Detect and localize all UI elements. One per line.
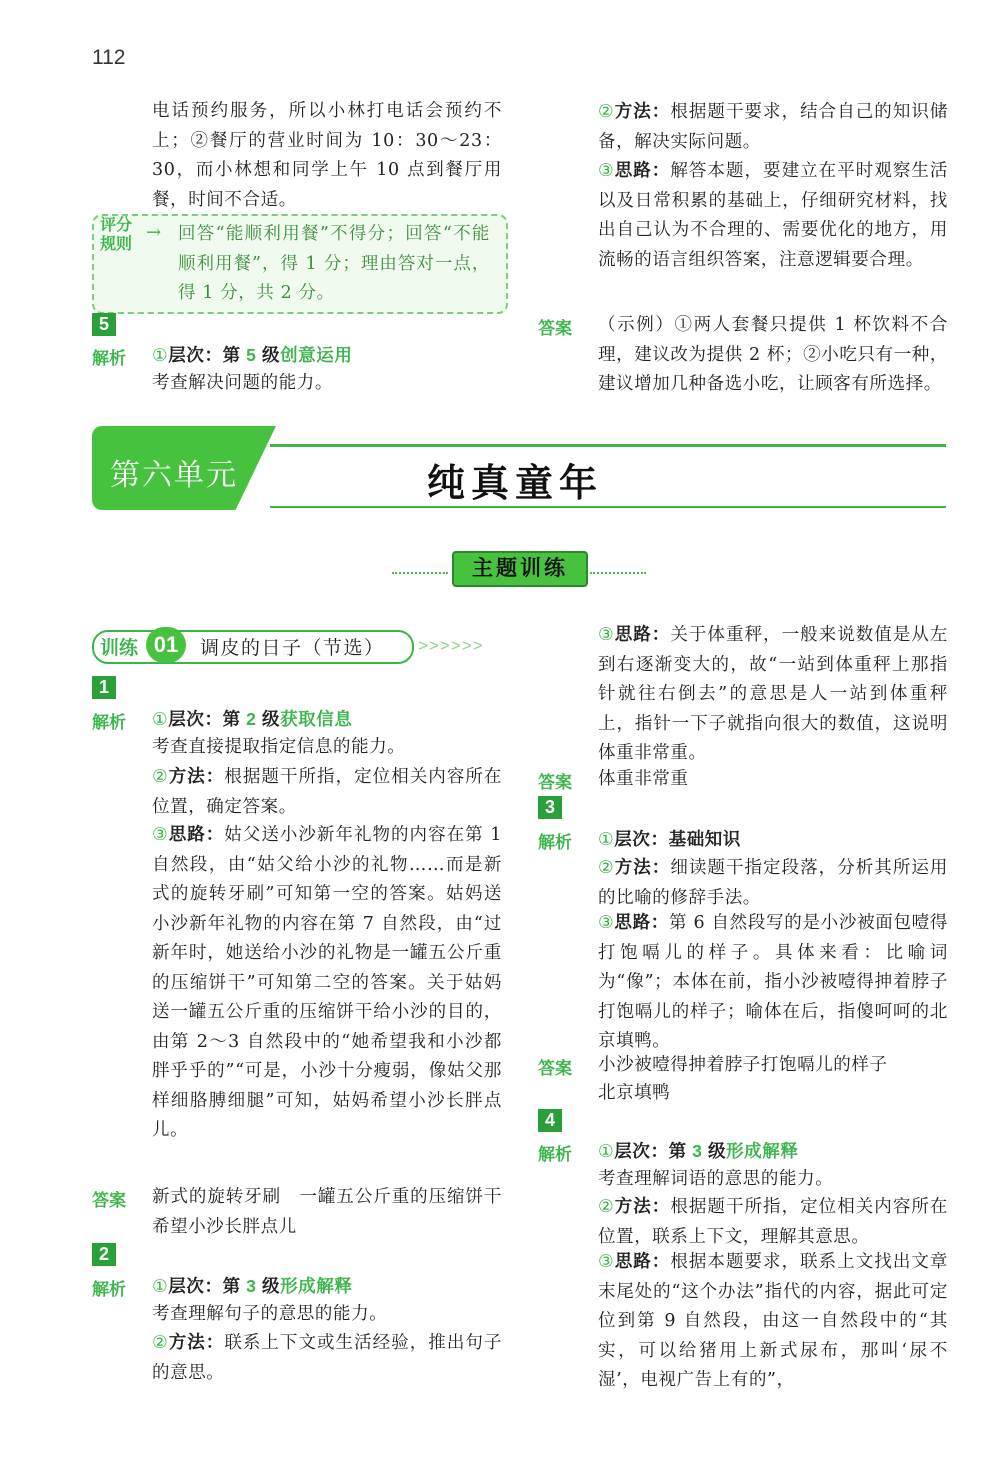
q4-analysis-label: 解析 — [538, 1145, 572, 1164]
q3-idea: ③思路：第 6 自然段写的是小沙被面包噎得打饱嗝儿的样子。具体来看：比喻词为“像”；本体在前，指小沙被噎得抻着脖子打饱嗝儿的样子；喻体在后，指傻呵呵的北京填鸭。 — [598, 912, 948, 1051]
q1-analysis-label: 解析 — [92, 713, 126, 732]
q3-method: ②方法：细读题干指定段落，分析其所运用的比喻的修辞手法。 — [598, 857, 948, 908]
q5-level-line: ①层次：第 5 级创意运用 — [152, 345, 353, 366]
q1-answer-label: 答案 — [92, 1191, 126, 1210]
q4-level-line: ①层次：第 3 级形成解释 — [598, 1141, 799, 1162]
answer-label: 答案 — [538, 319, 572, 338]
q3-answer-label: 答案 — [538, 1059, 572, 1078]
q3-answer-line-2: 北京填鸭 — [598, 1083, 671, 1103]
unit-banner-line — [270, 444, 946, 447]
question-5-badge: 5 — [92, 313, 116, 336]
unit-tab-label: 第六单元 — [110, 459, 238, 492]
q5-level-desc: 考查解决问题的能力。 — [152, 373, 333, 393]
q2-answer-text: 体重非常重 — [598, 769, 689, 789]
q3-answer-line-1: 小沙被噎得抻着脖子打饱嗝儿的样子 — [598, 1055, 888, 1075]
chevrons-icon: >>>>>> — [418, 636, 484, 655]
theme-training-heading: 主题训练 — [452, 551, 588, 587]
scoring-rule-text: 回答“能顺利用餐”不得分；回答“不能顺利用餐”，得 1 分；理由答对一点，得 1 分，共 2 分。 — [178, 224, 490, 303]
answer-text: （示例）①两人套餐只提供 1 杯饮料不合理，建议改为提供 2 杯；②小吃只有一种，建议增加几种备选小吃，让顾客有所选择。 — [598, 315, 948, 394]
dotted-line-right — [590, 572, 646, 574]
unit-title: 纯真童年 — [426, 461, 603, 505]
scoring-rule-tag: 评分规则 — [100, 217, 133, 253]
page-number: 112 — [92, 46, 126, 69]
q3-level-line: ①层次：基础知识 — [598, 829, 741, 850]
q2-idea: ③思路：关于体重秤，一般来说数值是从左到右逐渐变大的，故“一站到体重秤上那指针就往右倒去”的意思是人一站到体重秤上，指针一下子就指向很大的数值，这说明体重非常重。 — [598, 624, 948, 763]
q4-level-desc: 考查理解词语的意思的能力。 — [598, 1169, 834, 1189]
q2-level-line: ①层次：第 3 级形成解释 — [152, 1276, 353, 1297]
q1-idea: ③思路：姑父送小沙新年礼物的内容在第 1 自然段，由“姑父给小沙的礼物……而是新式的旋转牙刷”可知第一空的答案。姑妈送小沙新年礼物的内容在第 7 自然段，由“过新年时，她送给小沙的礼物是一罐五公斤重的压缩饼干”可知第二空的答案。关于姑妈送一罐五公斤重的压缩饼干给小沙的目的，由第 2～3 自然段中的“她希望我和小沙都胖乎乎的”“可是，小沙十分瘦弱，像姑父那样细胳膊细腿”可知，姑妈希望小沙长胖点儿。 — [152, 824, 502, 1140]
training-title: 调皮的日子（节选） — [200, 637, 385, 659]
q4-method: ②方法：根据题干所指，定位相关内容所在位置，联系上下文，理解其意思。 — [598, 1196, 948, 1247]
q5-analysis-label: 解析 — [92, 349, 126, 368]
arrow-right-icon: → — [146, 222, 162, 243]
dotted-line-left — [392, 572, 448, 574]
continuation-text: 电话预约服务，所以小林打电话会预约不上；②餐厅的营业时间为 10：30～23：30，而小林想和同学上午 10 点到餐厅用餐，时间不合适。 — [152, 101, 502, 210]
question-2-badge: 2 — [92, 1243, 116, 1266]
question-4-badge: 4 — [538, 1109, 562, 1132]
q1-level-desc: 考查直接提取指定信息的能力。 — [152, 737, 406, 757]
training-number: 01 — [146, 627, 186, 663]
q2-method: ②方法：联系上下文或生活经验，推出句子的意思。 — [152, 1332, 502, 1383]
q1-level-line: ①层次：第 2 级获取信息 — [152, 709, 353, 730]
q2-level-desc: 考查理解句子的意思的能力。 — [152, 1304, 388, 1324]
q1-answer-text: 新式的旋转牙刷 一罐五公斤重的压缩饼干 希望小沙长胖点儿 — [152, 1187, 521, 1237]
q2-answer-label: 答案 — [538, 773, 572, 792]
question-1-badge: 1 — [92, 676, 116, 699]
q3-analysis-label: 解析 — [538, 833, 572, 852]
q4-idea: ③思路：根据本题要求，联系上文找出文章末尾处的“这个办法”指代的内容，据此可定位到第 9 自然段，由这一自然段中的“其实，可以给猪用上新式尿布，那叫‘尿不湿’，电视广告上有的”， — [598, 1251, 948, 1390]
q1-method: ②方法：根据题干所指，定位相关内容所在位置，确定答案。 — [152, 766, 502, 817]
training-label: 训练 — [100, 638, 139, 659]
method-paragraph: ②方法：根据题干要求，结合自己的知识储备，解决实际问题。 — [598, 101, 948, 152]
question-3-badge: 3 — [538, 796, 562, 819]
idea-paragraph: ③思路：解答本题，要建立在平时观察生活以及日常积累的基础上，仔细研究材料，找出自己认为不合理的、需要优化的地方，用流畅的语言组织答案，注意逻辑要合理。 — [598, 160, 948, 270]
q2-analysis-label: 解析 — [92, 1280, 126, 1299]
